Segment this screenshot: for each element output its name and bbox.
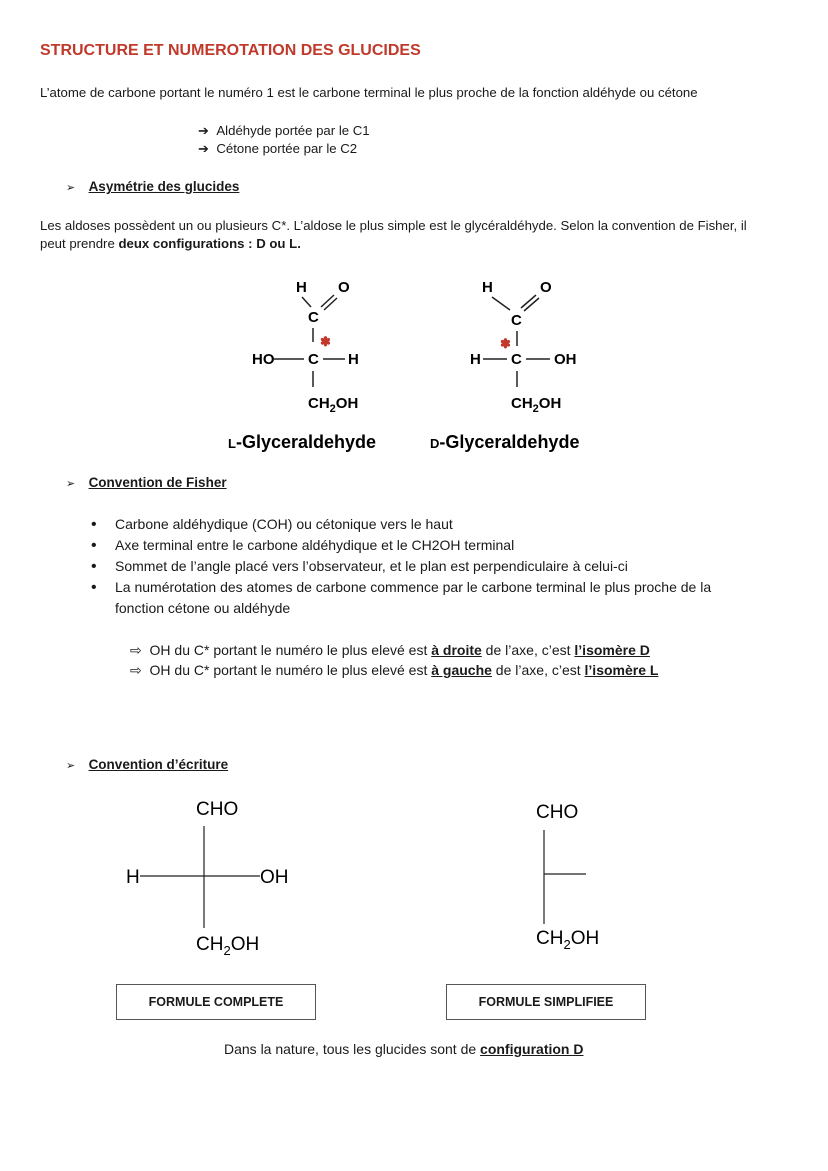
conclusion xyxy=(224,1041,583,1057)
double-bond xyxy=(324,298,337,310)
atom-right: H xyxy=(348,351,359,368)
paragraph-line: Les aldoses possèdent un ou plusieurs C*. L’aldose le plus simple est le glycéraldéhyde. Selon la convention de Fisher, il xyxy=(40,218,747,233)
d-glyceraldehyde xyxy=(430,279,579,452)
rule-text: OH du C* portant le numéro le plus elevé est xyxy=(149,662,432,678)
atom-left: H xyxy=(470,351,481,368)
atom-right: OH xyxy=(554,351,577,368)
arrow-item xyxy=(198,122,370,140)
atom-left: HO xyxy=(252,351,275,368)
section-heading-text: Asymétrie des glucides xyxy=(88,179,240,194)
asymmetric-star-icon: ✽ xyxy=(500,336,511,351)
bond xyxy=(492,297,510,310)
ch2oh-label: $CH_2OH$ xyxy=(308,395,359,415)
fisher-complete xyxy=(126,799,289,958)
formula-complete-label: FORMULE COMPLETE xyxy=(116,984,316,1020)
intro-text: L’atome de carbone portant le numéro 1 est le carbone terminal le plus proche de la fonction aldéhyde ou cétone xyxy=(40,85,698,100)
section-heading xyxy=(66,756,228,774)
triangle-bullet-icon: ➢ xyxy=(66,760,76,772)
bond xyxy=(302,297,311,307)
paragraph-line xyxy=(40,235,800,253)
atom-h: H xyxy=(482,279,493,296)
double-bond xyxy=(521,295,536,308)
arrow-right-icon: ➔ xyxy=(198,141,210,156)
atom-o: O xyxy=(338,279,350,296)
group-top: CHO xyxy=(536,802,579,823)
rule-text: de l’axe, c’est xyxy=(481,642,575,658)
arrow-item xyxy=(198,140,357,158)
triangle-bullet-icon: ➢ xyxy=(66,478,76,490)
arrow-right-icon: ➔ xyxy=(198,123,210,138)
molecule-name: L-Glyceraldehyde xyxy=(228,432,377,452)
atom-h: H xyxy=(296,279,307,296)
molecule-name: D-Glyceraldehyde xyxy=(430,432,580,452)
group-right: OH xyxy=(260,867,289,888)
arrow-item-text: Cétone portée par le C2 xyxy=(216,141,358,156)
list-item-continuation: fonction cétone ou aldéhyde xyxy=(115,600,291,616)
fisher-bullets xyxy=(87,514,787,619)
arrow-item-text: Aldéhyde portée par le C1 xyxy=(216,123,370,138)
conclusion-emphasis: configuration D xyxy=(480,1041,584,1057)
l-glyceraldehyde xyxy=(228,279,376,452)
list-item: • La numérotation des atomes de carbone commence par le carbone terminal le plus proche de la xyxy=(87,577,787,598)
section-heading-text: Convention d’écriture xyxy=(88,757,229,772)
group-bottom: $CH_2OH$ xyxy=(536,928,600,952)
rule-text: de l’axe, c’est xyxy=(491,662,585,678)
double-bond xyxy=(321,295,334,307)
group-bottom: $CH_2OH$ xyxy=(196,934,260,958)
rule-l xyxy=(130,660,658,681)
glyceraldehyde-diagram xyxy=(220,270,640,460)
asymmetry-paragraph xyxy=(40,217,800,253)
rule-emphasis: l’isomère L xyxy=(584,662,659,678)
fisher-simplified xyxy=(536,802,599,952)
triangle-bullet-icon: ➢ xyxy=(66,182,76,194)
double-bond xyxy=(524,298,539,311)
list-item: • Axe terminal entre le carbone aldéhydique et le CH2OH terminal xyxy=(87,535,787,556)
atom-c: C xyxy=(308,351,319,368)
list-item: • Carbone aldéhydique (COH) ou cétonique vers le haut xyxy=(87,514,787,535)
conclusion-text: Dans la nature, tous les glucides sont de xyxy=(224,1041,481,1057)
list-item: • Sommet de l’angle placé vers l’observateur, et le plan est perpendiculaire à celui-ci xyxy=(87,556,787,577)
fisher-diagrams xyxy=(110,790,650,970)
atom-c: C xyxy=(308,309,319,326)
rule-d xyxy=(130,640,650,661)
atom-c: C xyxy=(511,312,522,329)
paragraph-bold: deux configurations : D ou L. xyxy=(118,236,301,251)
rule-emphasis: à gauche xyxy=(431,662,492,678)
section-heading xyxy=(66,474,227,492)
group-top: CHO xyxy=(196,799,239,820)
formula-simplified-label: FORMULE SIMPLIFIEE xyxy=(446,984,646,1020)
paragraph-text: peut prendre xyxy=(40,236,119,251)
section-heading xyxy=(66,178,239,196)
section-heading-text: Convention de Fisher xyxy=(88,475,227,490)
rule-text: OH du C* portant le numéro le plus elevé est xyxy=(149,642,432,658)
outline-arrow-icon: ⇨ xyxy=(130,642,142,658)
ch2oh-label: $CH_2OH$ xyxy=(511,395,562,415)
rule-emphasis: l’isomère D xyxy=(574,642,650,658)
rule-emphasis: à droite xyxy=(431,642,482,658)
group-left: H xyxy=(126,867,140,888)
atom-c: C xyxy=(511,351,522,368)
page-title: STRUCTURE ET NUMEROTATION DES GLUCIDES xyxy=(40,42,421,59)
atom-o: O xyxy=(540,279,552,296)
asymmetric-star-icon: ✽ xyxy=(320,334,331,349)
outline-arrow-icon: ⇨ xyxy=(130,662,142,678)
